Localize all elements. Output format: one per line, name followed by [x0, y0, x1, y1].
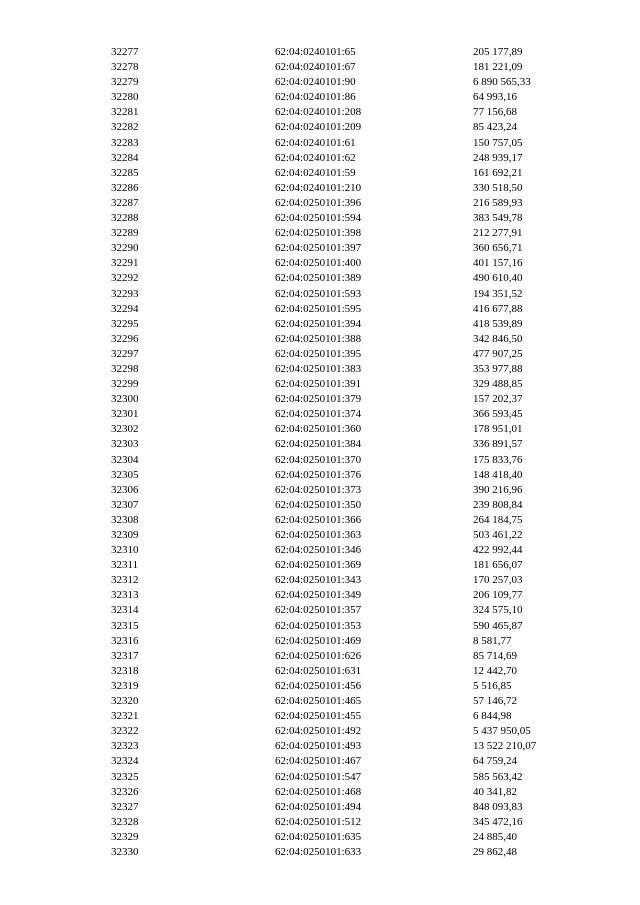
table-row: [111, 75, 571, 90]
table-row: [111, 815, 571, 830]
cadastral-value-table: [111, 45, 571, 860]
row-number: 32290: [111, 242, 139, 255]
cadastral-number: 62:04:0250101:389: [275, 272, 362, 285]
cadastral-number: 62:04:0240101:208: [275, 106, 362, 119]
table-row: [111, 317, 571, 332]
cadastral-value: 6 890 565,33: [473, 76, 531, 89]
table-row: [111, 770, 571, 785]
row-number: 32328: [111, 815, 139, 828]
cadastral-value: 329 488,85: [473, 378, 523, 391]
cadastral-number: 62:04:0250101:467: [275, 755, 362, 768]
cadastral-number: 62:04:0250101:635: [275, 830, 362, 843]
cadastral-value: 848 093,83: [473, 800, 523, 813]
row-number: 32294: [111, 302, 139, 315]
cadastral-value: 590 465,87: [473, 619, 523, 632]
row-number: 32279: [111, 76, 139, 89]
cadastral-number: 62:04:0240101:65: [275, 46, 356, 58]
row-number: 32284: [111, 151, 139, 164]
row-number: 32299: [111, 378, 139, 391]
table-row: [111, 528, 571, 543]
table-row: [111, 800, 571, 815]
cadastral-number: 62:04:0250101:593: [275, 287, 362, 300]
cadastral-number: 62:04:0250101:363: [275, 529, 362, 541]
cadastral-value: 24 885,40: [473, 830, 517, 843]
cadastral-number: 62:04:0250101:376: [275, 468, 362, 481]
row-number: 32305: [111, 468, 139, 481]
cadastral-number: 62:04:0250101:346: [275, 544, 362, 557]
table-row: [111, 196, 571, 211]
table-row: [111, 664, 571, 679]
table-row: [111, 151, 571, 166]
cadastral-number: 62:04:0240101:59: [275, 166, 356, 179]
cadastral-number: 62:04:0250101:388: [275, 332, 362, 345]
table-row: [111, 422, 571, 437]
cadastral-number: 62:04:0250101:547: [275, 770, 362, 783]
cadastral-number: 62:04:0240101:210: [275, 181, 362, 194]
table-row: [111, 377, 571, 392]
cadastral-number: 62:04:0250101:353: [275, 619, 362, 632]
cadastral-number: 62:04:0240101:209: [275, 121, 362, 134]
cadastral-value: 170 257,03: [473, 574, 523, 587]
row-number: 32288: [111, 212, 139, 225]
cadastral-value: 205 177,89: [473, 46, 523, 58]
table-row: [111, 241, 571, 256]
row-number: 32317: [111, 649, 139, 662]
cadastral-value: 64 759,24: [473, 755, 517, 768]
cadastral-value: 212 277,91: [473, 227, 523, 240]
row-number: 32326: [111, 785, 139, 798]
row-number: 32282: [111, 121, 139, 134]
cadastral-value: 181 221,09: [473, 61, 523, 74]
cadastral-number: 62:04:0250101:360: [275, 423, 362, 436]
row-number: 32281: [111, 106, 139, 119]
cadastral-number: 62:04:0250101:400: [275, 257, 362, 270]
table-row: [111, 226, 571, 241]
cadastral-value: 85 423,24: [473, 121, 517, 134]
cadastral-value: 148 418,40: [473, 468, 523, 481]
cadastral-value: 422 992,44: [473, 544, 523, 557]
cadastral-value: 216 589,93: [473, 196, 523, 209]
row-number: 32309: [111, 529, 139, 541]
row-number: 32325: [111, 770, 139, 783]
cadastral-number: 62:04:0240101:67: [275, 61, 356, 74]
table-row: [111, 830, 571, 845]
cadastral-number: 62:04:0250101:391: [275, 378, 362, 391]
table-row: [111, 573, 571, 588]
cadastral-number: 62:04:0250101:397: [275, 242, 362, 255]
table-row: [111, 392, 571, 407]
table-row: [111, 754, 571, 769]
row-number: 32313: [111, 589, 139, 602]
table-row: [111, 347, 571, 362]
row-number: 32297: [111, 347, 139, 360]
cadastral-value: 342 846,50: [473, 332, 523, 345]
table-row: [111, 332, 571, 347]
cadastral-number: 62:04:0250101:494: [275, 800, 362, 813]
row-number: 32301: [111, 408, 139, 421]
cadastral-number: 62:04:0250101:357: [275, 604, 362, 617]
cadastral-number: 62:04:0250101:370: [275, 453, 362, 466]
row-number: 32280: [111, 91, 139, 104]
cadastral-number: 62:04:0250101:456: [275, 679, 362, 692]
cadastral-number: 62:04:0250101:383: [275, 362, 362, 375]
row-number: 32304: [111, 453, 139, 466]
cadastral-value: 57 146,72: [473, 695, 517, 708]
cadastral-number: 62:04:0250101:343: [275, 574, 362, 587]
cadastral-number: 62:04:0250101:394: [275, 317, 362, 330]
cadastral-number: 62:04:0240101:61: [275, 136, 356, 149]
cadastral-value: 6 844,98: [473, 710, 512, 723]
row-number: 32307: [111, 498, 139, 511]
cadastral-number: 62:04:0250101:631: [275, 664, 362, 677]
row-number: 32289: [111, 227, 139, 240]
row-number: 32306: [111, 483, 139, 496]
cadastral-value: 5 516,85: [473, 679, 512, 692]
cadastral-number: 62:04:0250101:492: [275, 725, 362, 738]
table-row: [111, 679, 571, 694]
table-row: [111, 603, 571, 618]
row-number: 32316: [111, 634, 139, 647]
table-row: [111, 558, 571, 573]
table-row: [111, 181, 571, 196]
cadastral-number: 62:04:0250101:594: [275, 212, 362, 225]
cadastral-number: 62:04:0250101:379: [275, 393, 362, 406]
row-number: 32302: [111, 423, 139, 436]
row-number: 32318: [111, 664, 139, 677]
cadastral-number: 62:04:0240101:90: [275, 76, 356, 89]
cadastral-value: 503 461,22: [473, 529, 523, 541]
row-number: 32295: [111, 317, 139, 330]
table-row: [111, 90, 571, 105]
cadastral-number: 62:04:0250101:396: [275, 196, 362, 209]
cadastral-value: 477 907,25: [473, 347, 523, 360]
table-row: [111, 634, 571, 649]
row-number: 32298: [111, 362, 139, 375]
table-row: [111, 302, 571, 317]
row-number: 32312: [111, 574, 139, 587]
table-row: [111, 362, 571, 377]
table-row: [111, 543, 571, 558]
cadastral-value: 324 575,10: [473, 604, 523, 617]
cadastral-value: 5 437 950,05: [473, 725, 531, 738]
cadastral-value: 178 951,01: [473, 423, 523, 436]
table-row: [111, 453, 571, 468]
cadastral-value: 360 656,71: [473, 242, 523, 255]
cadastral-number: 62:04:0250101:374: [275, 408, 362, 421]
table-row: [111, 287, 571, 302]
row-number: 32293: [111, 287, 139, 300]
row-number: 32320: [111, 695, 139, 708]
row-number: 32319: [111, 679, 139, 692]
cadastral-number: 62:04:0250101:373: [275, 483, 362, 496]
cadastral-value: 8 581,77: [473, 634, 512, 647]
cadastral-value: 29 862,48: [473, 845, 517, 858]
table-row: [111, 724, 571, 739]
cadastral-value: 239 808,84: [473, 498, 523, 511]
cadastral-value: 416 677,88: [473, 302, 523, 315]
row-number: 32330: [111, 845, 139, 858]
cadastral-value: 585 563,42: [473, 770, 523, 783]
cadastral-value: 345 472,16: [473, 815, 523, 828]
cadastral-number: 62:04:0250101:384: [275, 438, 362, 451]
cadastral-value: 13 522 210,07: [473, 740, 537, 753]
row-number: 32322: [111, 725, 139, 738]
cadastral-value: 401 157,16: [473, 257, 523, 270]
table-row: [111, 166, 571, 181]
table-row: [111, 256, 571, 271]
cadastral-number: 62:04:0250101:465: [275, 695, 362, 708]
row-number: 32329: [111, 830, 139, 843]
table-row: [111, 709, 571, 724]
row-number: 32324: [111, 755, 139, 768]
row-number: 32300: [111, 393, 139, 406]
row-number: 32327: [111, 800, 139, 813]
table-row: [111, 437, 571, 452]
table-row: [111, 588, 571, 603]
table-row: [111, 211, 571, 226]
cadastral-value: 77 156,68: [473, 106, 517, 119]
table-row: [111, 45, 571, 60]
row-number: 32296: [111, 332, 139, 345]
cadastral-value: 353 977,88: [473, 362, 523, 375]
row-number: 32292: [111, 272, 139, 285]
cadastral-value: 366 593,45: [473, 408, 523, 421]
cadastral-number: 62:04:0250101:493: [275, 740, 362, 753]
cadastral-value: 64 993,16: [473, 91, 517, 104]
row-number: 32278: [111, 61, 139, 74]
row-number: 32303: [111, 438, 139, 451]
cadastral-number: 62:04:0250101:395: [275, 347, 362, 360]
cadastral-number: 62:04:0250101:633: [275, 845, 362, 858]
cadastral-number: 62:04:0250101:595: [275, 302, 362, 315]
row-number: 32287: [111, 196, 139, 209]
row-number: 32323: [111, 740, 139, 753]
row-number: 32321: [111, 710, 139, 723]
table-row: [111, 845, 571, 860]
row-number: 32315: [111, 619, 139, 632]
cadastral-value: 157 202,37: [473, 393, 523, 406]
cadastral-number: 62:04:0250101:369: [275, 559, 362, 572]
table-row: [111, 694, 571, 709]
table-row: [111, 105, 571, 120]
cadastral-value: 330 518,50: [473, 181, 523, 194]
row-number: 32310: [111, 544, 139, 557]
cadastral-number: 62:04:0250101:468: [275, 785, 362, 798]
table-row: [111, 498, 571, 513]
table-row: [111, 619, 571, 634]
row-number: 32286: [111, 181, 139, 194]
cadastral-value: 175 833,76: [473, 453, 523, 466]
cadastral-number: 62:04:0250101:366: [275, 513, 362, 526]
table-row: [111, 483, 571, 498]
table-row: [111, 739, 571, 754]
table-row: [111, 513, 571, 528]
cadastral-number: 62:04:0250101:512: [275, 815, 362, 828]
row-number: 32285: [111, 166, 139, 179]
cadastral-value: 161 692,21: [473, 166, 523, 179]
row-number: 32314: [111, 604, 139, 617]
table-row: [111, 468, 571, 483]
table-row: [111, 271, 571, 286]
cadastral-number: 62:04:0250101:455: [275, 710, 362, 723]
cadastral-value: 150 757,05: [473, 136, 523, 149]
cadastral-number: 62:04:0250101:350: [275, 498, 362, 511]
table-row: [111, 407, 571, 422]
cadastral-number: 62:04:0240101:62: [275, 151, 356, 164]
row-number: 32308: [111, 513, 139, 526]
cadastral-value: 181 656,07: [473, 559, 523, 572]
cadastral-value: 206 109,77: [473, 589, 523, 602]
cadastral-number: 62:04:0250101:469: [275, 634, 362, 647]
cadastral-number: 62:04:0250101:626: [275, 649, 362, 662]
row-number: 32283: [111, 136, 139, 149]
row-number: 32311: [111, 559, 139, 572]
cadastral-value: 12 442,70: [473, 664, 517, 677]
cadastral-value: 85 714,69: [473, 649, 517, 662]
cadastral-value: 194 351,52: [473, 287, 523, 300]
cadastral-value: 248 939,17: [473, 151, 523, 164]
cadastral-number: 62:04:0240101:86: [275, 91, 356, 104]
row-number: 32291: [111, 257, 139, 270]
cadastral-value: 336 891,57: [473, 438, 523, 451]
table-row: [111, 136, 571, 151]
cadastral-value: 383 549,78: [473, 212, 523, 225]
cadastral-value: 40 341,82: [473, 785, 517, 798]
cadastral-value: 390 216,96: [473, 483, 523, 496]
table-row: [111, 785, 571, 800]
cadastral-value: 418 539,89: [473, 317, 523, 330]
table-row: [111, 649, 571, 664]
cadastral-number: 62:04:0250101:398: [275, 227, 362, 240]
table-row: [111, 120, 571, 135]
table-row: [111, 60, 571, 75]
row-number: 32277: [111, 46, 139, 58]
cadastral-value: 490 610,40: [473, 272, 523, 285]
cadastral-value: 264 184,75: [473, 513, 523, 526]
cadastral-number: 62:04:0250101:349: [275, 589, 362, 602]
